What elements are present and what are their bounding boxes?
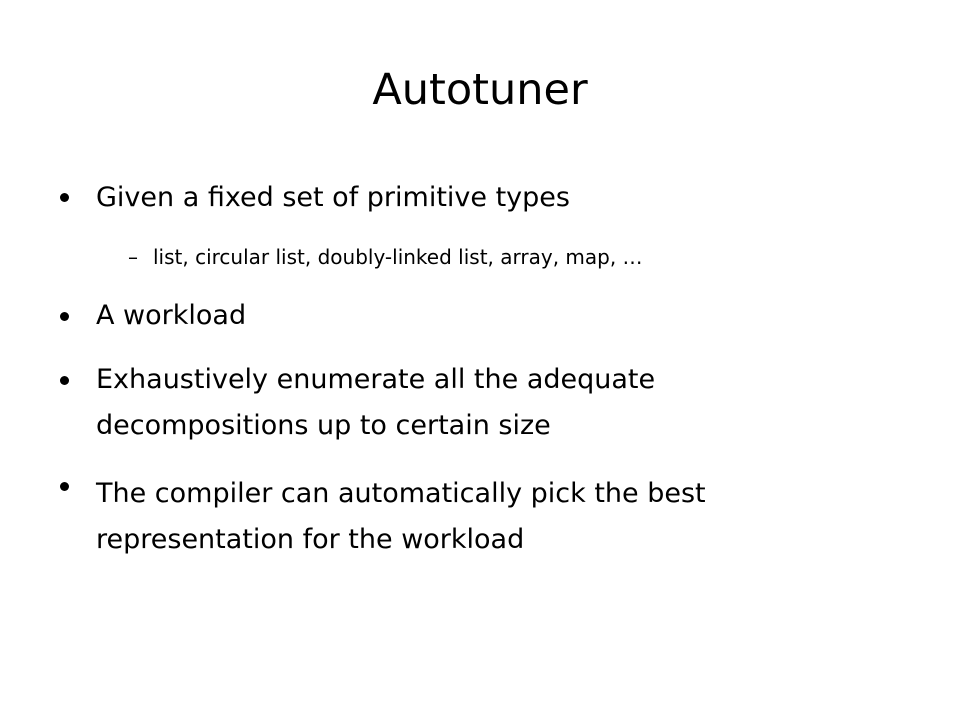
sub-bullet-item-type-list: list, circular list, doubly-linked list, array, map, … <box>153 245 643 269</box>
bullet-item-workload: A workload <box>96 300 247 331</box>
slide-title: Autotuner <box>372 65 588 115</box>
bullet-icon <box>60 312 69 321</box>
bullet-item-enumerate-line2: decompositions up to certain size <box>96 410 551 441</box>
bullet-icon <box>60 376 69 385</box>
bullet-item-primitive-types: Given a fixed set of primitive types <box>96 182 570 213</box>
bullet-item-enumerate-line1: Exhaustively enumerate all the adequate <box>96 364 656 395</box>
sub-bullet-dash-icon: – <box>128 245 138 269</box>
bullet-item-compiler-line2: representation for the workload <box>96 524 525 555</box>
bullet-item-compiler-line1: The compiler can automatically pick the best <box>96 478 706 509</box>
bullet-icon <box>60 193 69 202</box>
bullet-icon <box>60 482 69 491</box>
